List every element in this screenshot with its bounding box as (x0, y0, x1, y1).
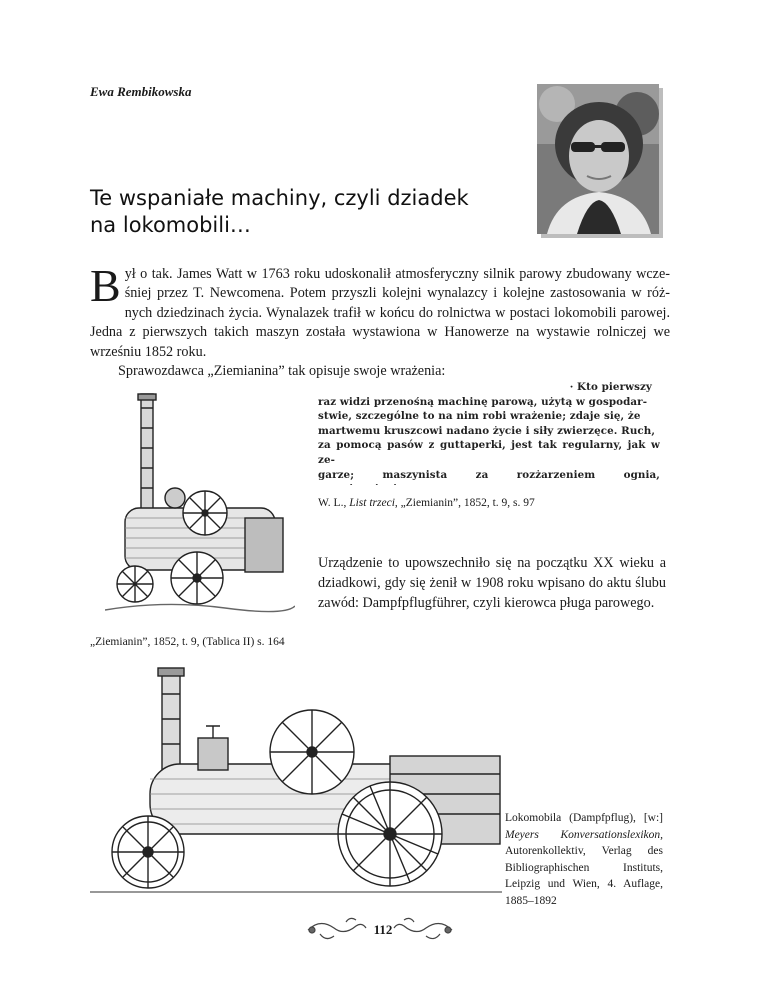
source-title: List trzeci (349, 497, 395, 509)
title-line-1: Te wspaniałe machiny, czyli dziadek (90, 186, 469, 210)
clipping-line: za pomocą pasów z guttaperki, jest tak regularny, jak w ze- (318, 439, 660, 466)
portable-engine-illustration (105, 388, 295, 618)
engine-drawing-2 (90, 664, 502, 896)
caption2-suffix: Autorenkollektiv, Verlag des Bibliographischen Instituts, Leipzig und Wien, 4. Auflage, 1885–1892 (505, 845, 663, 907)
clipping-heading: · Kto pierwszy (569, 381, 652, 393)
source-suffix: , „Ziemianin”, 1852, t. 9, s. 97 (394, 497, 535, 509)
clipping-line: martwemu kruszcowi nadano życie i siły zwierzęce. Ruch, (318, 424, 656, 437)
newspaper-clipping (318, 380, 660, 485)
intro-paragraph-1: ył o tak. James Watt w 1763 roku udoskonalił atmosferyczny silnik parowy zbudowany wcze-śniej przez T. Newcomena. Potem przyszli kolejni wynalazcy i kolejne zastosowania w róż-nych dziedzinach życia. Wynalazek trafił w końcu do rolnictwa w postaci lokomobili parowej. Jedna z pierwszych takich maszyn została wystawiona w Hanowerze na wystawie rolniczej we wrześniu 1852 roku. (90, 266, 670, 360)
illustration-caption-2 (505, 810, 663, 909)
title-line-2: na lokomobili… (90, 213, 251, 237)
drop-cap: B (90, 260, 121, 311)
caption2-title: Meyers Konversationslexikon, (505, 828, 663, 841)
author-photo (537, 84, 659, 234)
clipping-source (318, 497, 535, 509)
clipping-line: garze; maszynista za rozżarzeniem ognia, (318, 468, 660, 481)
caption2-prefix: Lokomobila (Dampfpflug), [w:] (505, 812, 663, 824)
illustration-caption-1: „Ziemianin”, 1852, t. 9, (Tablica II) s. 164 (90, 636, 285, 648)
article-title (90, 185, 490, 239)
portrait-image (537, 84, 659, 234)
intro-text (90, 260, 670, 381)
intro-paragraph-2: Sprawozdawca „Ziemianina” tak opisuje swoje wrażenia: (118, 363, 446, 380)
page-number: 112 (373, 922, 393, 937)
author-name: Ewa Rembikowska (90, 84, 192, 99)
clipping-line: raz widzi przenośną machinę parową, użytą w gospodar- (318, 395, 648, 408)
steam-plough-illustration (90, 664, 502, 896)
clipping-line: stwie, szczególne to na nim robi wrażenie; zdaje się, że (318, 410, 641, 423)
source-prefix: W. L., (318, 497, 350, 509)
body-paragraph-2: Urządzenie to upowszechniło się na początku XX wieku a dziadkowi, gdy się żenił w 1908 roku wpisano do aktu ślubu zawód: Dampfpflugführer, czyli kierowca pługa parowego. (318, 555, 666, 611)
engine-drawing-1 (105, 388, 295, 618)
